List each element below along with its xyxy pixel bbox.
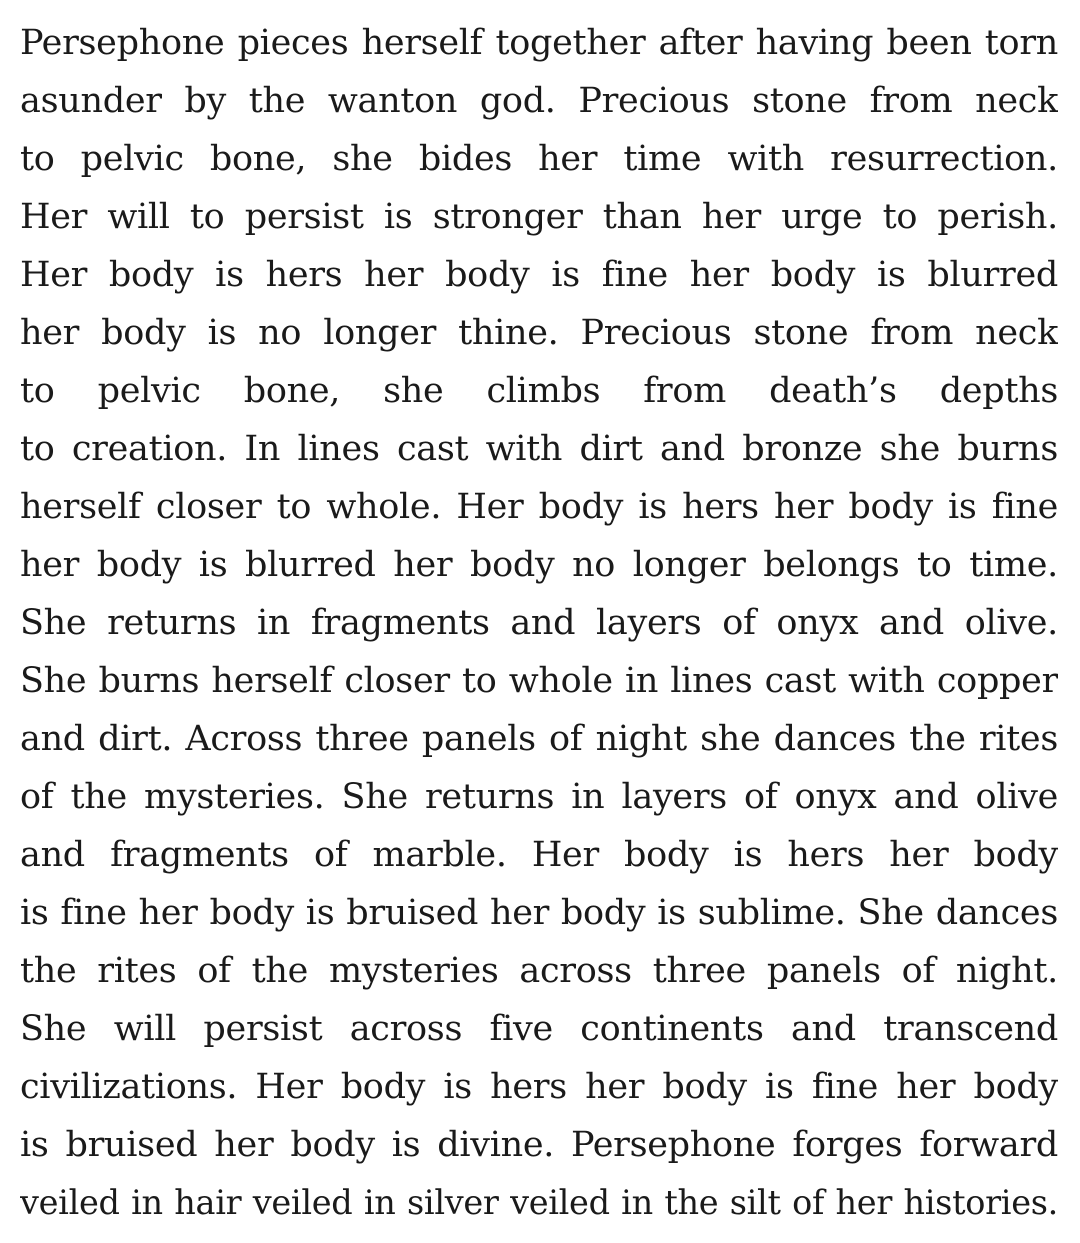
poem-line: civilizations. Her body is hers her body is fine her body <box>20 1067 1058 1107</box>
poem-line: and dirt. Across three panels of night she dances the rites <box>20 719 1058 759</box>
poem-line: veiled in hair veiled in silver veiled in the silt of her histories. <box>20 1183 1058 1222</box>
poem-line: the rites of the mysteries across three panels of night. <box>20 951 1058 991</box>
poem-line: Persephone pieces herself together after having been torn <box>20 23 1058 63</box>
poem-line: to creation. In lines cast with dirt and bronze she burns <box>20 429 1058 469</box>
poem-text-block <box>20 14 1058 1232</box>
poem-line: her body is no longer thine. Precious stone from neck <box>20 313 1058 353</box>
poem-line: She burns herself closer to whole in lines cast with copper <box>20 661 1058 701</box>
poem-line: is fine her body is bruised her body is sublime. She dances <box>20 893 1058 933</box>
poem-line: She will persist across five continents and transcend <box>20 1009 1058 1049</box>
poem-line: to pelvic bone, she climbs from death’s depths <box>20 371 1058 411</box>
poem-line: Her will to persist is stronger than her urge to perish. <box>20 197 1058 237</box>
poem-line: and fragments of marble. Her body is hers her body <box>20 835 1058 875</box>
poem-line: is bruised her body is divine. Persephone forges forward <box>20 1125 1058 1165</box>
poem-line: herself closer to whole. Her body is hers her body is fine <box>20 487 1058 527</box>
poem-line: of the mysteries. She returns in layers of onyx and olive <box>20 777 1058 817</box>
poem-line: Her body is hers her body is fine her body is blurred <box>20 255 1058 295</box>
poem-line: to pelvic bone, she bides her time with resurrection. <box>20 139 1058 179</box>
poem-line: her body is blurred her body no longer belongs to time. <box>20 545 1058 585</box>
poem-line: She returns in fragments and layers of onyx and olive. <box>20 603 1058 643</box>
poem-line: asunder by the wanton god. Precious stone from neck <box>20 81 1058 121</box>
